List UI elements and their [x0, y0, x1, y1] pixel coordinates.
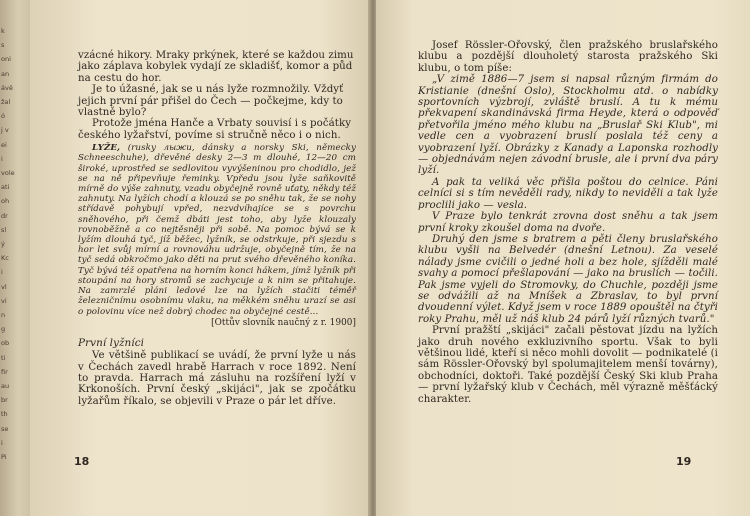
edge-text-fragment: g	[1, 325, 6, 334]
edge-text-fragment: fir	[1, 367, 8, 376]
lexicon-entry	[78, 143, 356, 316]
right-page	[376, 0, 750, 516]
paragraph: vzácné hikory. Mraky prkýnek, které se každou zimu jako záplava kobylek vydají ze skladišť, komor a půd na cestu do hor.	[78, 50, 354, 84]
lexicon-body: (rusky лыжи, dánsky a norsky Ski, německy Schneeschuhe), dřevěné desky 2—3 m dlouhé, 12—20 cm široké, uprostřed se sedlovitou vyvýšeninou pro chodidlo, jež se na ně připevňuje řeminky. Vpředu jsou lyže saňkovitě mírně do výše zahnuty, vzadu obyčejně rovně uťaty, někdy též zahnuty. Na lyžích chodí a klouzá se po sněhu tak, že se nohy střídavě pohybují vpřed, nezvdvíhajíce se s povrchu sněhového, při čemž dbáti jest toho, aby lyže klouzaly rovnoběžně a co nejtěsněji při sobě. Na pomoc bývá se k lyžím dlouhá tyč, jíž běžec, lyžník, se odstrkuje, při sjezdu s hor let svůj mírní a rovnováhu udržuje, obyčejně tím, že na tyč sedá obkročmo jako děti na prut svého dřevěného koníka. Tyč bývá též opatřena na horním konci hákem, jímž lyžník při stoupání na hory stromů se zachycuje a k nim se přitahuje. Na zamrzlé pláni ledové lze na lyžích stačiti téměř železničnímu osobnímu vlaku, na měkkém sněhu urazí se asi o polovinu více než dobrý chodec na obyčejné cestě…	[78, 143, 357, 317]
edge-text-fragment: vi	[1, 296, 7, 305]
edge-text-fragment: an	[1, 69, 10, 78]
lexicon-source: [Ottův slovník naučný z r. 1900]	[211, 317, 356, 328]
edge-text-fragment: ó	[1, 112, 5, 121]
edge-text-fragment: k	[1, 27, 5, 35]
edge-text-fragment: i	[1, 438, 3, 447]
left-page	[30, 0, 370, 516]
edge-text-fragment: žal	[1, 98, 11, 106]
right-page-body	[418, 40, 718, 405]
left-page-body	[78, 50, 356, 407]
edge-text-fragment: oh	[1, 197, 10, 206]
quote-paragraph: V Praze bylo tenkrát zrovna dost sněhu a tak jsem první kroky zkoušel doma na dvoře.	[418, 211, 718, 234]
edge-text-fragment: oni	[1, 55, 11, 64]
paragraph: Je to úžasné, jak se u nás lyže rozmnožily. Vždyť jejich první pár přišel do Čech — počkejme, kdy to vlastně bylo?	[78, 84, 344, 119]
quote-paragraph: „V zimě 1886—7 jsem si napsal různým firmám do Kristianie (dnešní Oslo), Stockholmu atd. o nabídky sportovních výzbrojí, zvláště bruslí. A tu k mému překvapení skandinávská firma Heyde, která o odpověď přetvořila jméno mého klubu na „Bruslař Ski Klub", mi vedle cen a vyobrazení bruslí poslala též ceny a vyobrazení lyží. Obrázky z Kanady a Laponska rozhodly — objednávám nejen závodní brusle, ale i první dva páry lyží.	[418, 74, 718, 177]
page-number: 19	[676, 455, 692, 468]
edge-text-fragment: i	[1, 268, 3, 277]
edge-text-fragment: vole	[1, 169, 15, 177]
quote-paragraph: Druhý den jsme s bratrem a pěti členy bruslařského klubu vyšli na Belvedér (dnešní Letnou). Za veselé nálady jsme cvičili o jedné holi a bez hole, sjížděli malé svahy a pomocí přešlapování — jako na bruslích — točili. Pak jsme vyjeli do Stromovky, do Chuchle, později jsme se odvážili až na Mníšek a Zbraslav, to byl první dvoudenní výlet. Když jsem v roce 1889 opouštěl na čtyři roky Prahu, měl už náš klub 24 párů lyží různých tvarů."	[418, 233, 718, 325]
quote-paragraph: A pak ta veliká věc přišla poštou do celnice. Páni celníci si s tím nevěděli rady, nikdy to neviděli a tak lyže proclili jako — vesla.	[418, 176, 718, 211]
page-number: 18	[74, 455, 90, 468]
edge-text-fragment: Kc	[1, 254, 9, 263]
paragraph: Ve většině publikací se uvádí, že první lyže u nás v Čechách zavedl hrabě Harrach v roce 1892. Není to pravda. Harrach má zásluhu na rozšíření lyží v Krkonoších. První český „skijáci", jak se zpočátku lyžařům říkalo, se objevili v Praze o pár let dříve.	[78, 350, 356, 407]
edge-text-fragment: dr	[1, 211, 8, 220]
edge-text-fragment: j v	[1, 126, 9, 135]
edge-text-fragment: ti	[1, 353, 6, 362]
edge-text-fragment: sl	[1, 225, 7, 234]
edge-text-fragment: ávě	[1, 83, 13, 92]
edge-text-fragment: br	[1, 396, 8, 405]
edge-text-fragment: ob	[1, 339, 10, 348]
edge-text-fragment: vl	[1, 282, 7, 291]
edge-text-fragment: i	[1, 154, 3, 163]
edge-text-fragment: se	[1, 424, 9, 433]
edge-text-fragment: ei	[1, 140, 7, 149]
paragraph: Protože jména Hanče a Vrbaty souvisí i s počátky českého lyžařství, povíme si stručně něco i o nich.	[78, 118, 352, 141]
edge-text-fragment: th	[1, 410, 8, 419]
paragraph: Josef Rössler-Ořovský, člen pražského bruslařského klubu a pozdější dlouholetý starosta pražského Ski klubu, o tom píše:	[418, 40, 718, 74]
edge-text-fragment: Pi	[1, 453, 7, 461]
edge-text-fragment: ati	[1, 183, 10, 192]
edge-text-fragment: au	[1, 382, 10, 390]
previous-page-edge	[0, 0, 30, 516]
section-title: První lyžníci	[78, 336, 145, 349]
lexicon-headword: LYŽE,	[92, 143, 121, 154]
paragraph: První pražští „skijáci" začali pěstovat jízdu na lyžích jako druh nového exkluzivního sportu. Však to byli většinou lidé, kteří si něco mohli dovolit — podnikatelé (i sám Rössler-Ořovský byl spolumajitelem menší továrny), obchodníci, doktoři. Také pozdější Český Ski klub Praha — první lyžařský klub v Čechách, měl výrazně měšťácký charakter.	[418, 325, 718, 405]
edge-text-fragment: ý	[1, 240, 5, 248]
edge-text-fragment: n	[1, 311, 6, 319]
edge-text-fragment: s	[1, 41, 5, 50]
